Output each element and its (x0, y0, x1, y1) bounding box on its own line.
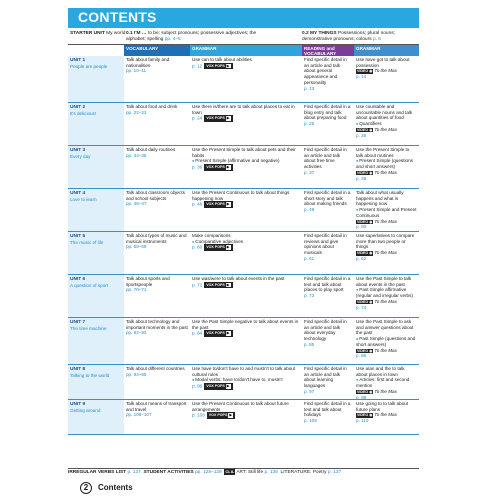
vocabulary-cell (124, 401, 190, 418)
grammar2-text: Use going to to talk about future plans (356, 401, 409, 412)
vocabulary-cell (124, 57, 190, 74)
unit-theme: A question of sport (70, 282, 109, 288)
grammar1-point: ● Present Simple (affirmative and negative) (192, 158, 300, 164)
vocabulary-pages: pp. 94–95 (126, 371, 147, 377)
camera-icon: ◉ (369, 299, 373, 304)
unit-number: UNIT 4 (70, 191, 86, 196)
grammar2-cell (354, 104, 419, 138)
art-page: p. 136 (264, 470, 278, 475)
vocabulary-text: Talk about family and nationalities (126, 57, 170, 68)
starter-unit-row (68, 30, 419, 45)
reading-text: Find specific detail in a blog entry and talk about preparing food (304, 104, 351, 121)
reading-text: Find specific detail in an article and talk about learning languages (304, 366, 347, 389)
play-icon: ▶ (226, 63, 230, 68)
vocabulary-pages: pp. 22–23 (126, 109, 147, 115)
reading-cell (302, 366, 354, 395)
reading-cell (302, 233, 354, 262)
irregular-verbs-link[interactable]: IRREGULAR VERBS LIST (68, 470, 127, 475)
video-badge[interactable]: VIDEO ◉ (357, 170, 373, 175)
vocabulary-cell (124, 190, 190, 207)
play-icon: ▶ (226, 116, 230, 121)
vocabulary-header: VOCABULARY (124, 45, 190, 56)
starter-col3-code: 0.2 MY THINGS (302, 31, 337, 36)
reading-text: Find specific detail in a text and talk about places to play sport (304, 276, 351, 293)
grammar2-point: ● Articles: first and second mention (356, 377, 417, 388)
to-the-max-label: To the Max (374, 298, 397, 304)
unit-row (68, 56, 419, 103)
grammar-cell (190, 104, 302, 122)
unit-number: UNIT 5 (70, 234, 86, 239)
vocabulary-text: Talk about classroom objects and school subjects (126, 190, 185, 201)
grammar-page: p. 24 (192, 115, 203, 121)
grammar-cell (190, 366, 302, 390)
grammar2-text: Use the Present Simple to talk about routines (356, 147, 410, 158)
grammar2-cell (354, 319, 419, 359)
vox-pops-badge[interactable]: VOX POPS ▶ (204, 282, 232, 288)
grammar-text: Make comparisons (192, 233, 231, 238)
grammar2-point: ● Past Simple affirmative (regular and irregular verbs) (356, 287, 417, 298)
grammar-cell (190, 401, 302, 419)
vocabulary-cell (124, 276, 190, 293)
vox-pops-badge[interactable]: VOX POPS ▶ (207, 412, 235, 418)
vocabulary-text: Talk about types of music and musical instruments (126, 233, 187, 244)
grammar2-page: p. 38 (356, 175, 367, 181)
grammar-page: p. 96 (192, 383, 203, 389)
vocabulary-text: Talk about daily routines (126, 147, 176, 152)
unit-row (68, 318, 419, 365)
video-badge[interactable]: VIDEO ◉ (357, 219, 373, 224)
vocabulary-text: Talk about sports and sportspeople (126, 276, 170, 287)
grammar2-point: ● Present Simple (questions and short answers) (356, 158, 417, 169)
art-link[interactable]: ART: Still life (236, 470, 264, 475)
play-icon: ▶ (226, 165, 230, 170)
unit-number: UNIT 9 (70, 402, 86, 407)
grammar2-cell (354, 276, 419, 310)
starter-col3-text: Possessions; plural nouns; demonstrative pronouns; colours (302, 31, 395, 42)
unit-rows (68, 56, 419, 435)
to-the-max-label: To the Max (374, 250, 397, 256)
video-badge[interactable]: VIDEO ◉ (357, 413, 373, 418)
grammar2-cell (354, 57, 419, 80)
grammar-header: GRAMMAR (190, 45, 302, 56)
play-icon: ▶ (229, 413, 233, 418)
grammar-text: Use can to talk about abilities (192, 57, 252, 62)
unit-row (68, 400, 419, 435)
grammar2-page: p. 62 (356, 255, 367, 261)
grammar-cell (190, 57, 302, 69)
camera-icon: ◉ (369, 251, 373, 256)
grammar-page: p. 48 (192, 201, 203, 207)
unit-theme: Love to learn (70, 196, 97, 202)
vocabulary-text: Talk about food and drink (126, 104, 178, 109)
grammar2-header: GRAMMAR (354, 45, 419, 56)
grammar2-page: p. 110 (356, 418, 369, 424)
vox-pops-badge[interactable]: VOX POPS ▶ (204, 115, 232, 121)
unit-theme: It's delicious! (70, 110, 97, 116)
unit-label-cell[interactable] (68, 56, 124, 102)
video-badge[interactable]: VIDEO ◉ (357, 299, 373, 304)
vocabulary-pages: pp. 46–47 (126, 201, 147, 207)
grammar-text: Use the Past Simple negative to talk about events in the past (192, 319, 299, 330)
unit-label-cell[interactable] (68, 189, 124, 231)
unit-row (68, 103, 419, 146)
unit-theme: Talking to the world (70, 372, 110, 378)
grammar-text: Use the Present Continuous to talk about things happening now (192, 190, 290, 201)
unit-label-cell[interactable] (68, 232, 124, 274)
grammar1-point: ● Modal verbs: have to/don't have to, mustn't (192, 377, 300, 383)
video-badge[interactable]: VIDEO ◉ (357, 389, 373, 394)
column-headers (68, 45, 419, 56)
play-icon: ▶ (226, 384, 230, 389)
reading-cell (302, 276, 354, 299)
unit-theme: Every day (70, 153, 91, 159)
unit-row (68, 275, 419, 318)
reading-text: Find specific detail in reviews and give opinions about musicals (304, 233, 347, 256)
starter-col2-text: to be; subject pronouns; possessive adjectives; the alphabet; spelling (126, 31, 257, 42)
reading-page: p. 97 (304, 388, 315, 394)
vocabulary-cell (124, 147, 190, 158)
unit-label-cell[interactable] (68, 318, 124, 364)
page-title: CONTENTS (78, 9, 157, 25)
grammar2-page: p. 98 (356, 394, 367, 400)
vox-pops-badge[interactable]: VOX POPS ▶ (204, 383, 232, 389)
grammar-text: Use the Present Simple to talk about pets and their habits (192, 147, 296, 158)
vox-pops-badge[interactable]: VOX POPS ▶ (204, 164, 232, 170)
vox-pops-badge[interactable]: VOX POPS ▶ (204, 63, 232, 69)
starter-col2-code: 0.1 I'M … (126, 31, 147, 36)
camera-icon: ◉ (369, 389, 373, 394)
to-the-max-label: To the Max (374, 388, 397, 394)
vocabulary-pages: pp. 106–107 (126, 412, 152, 418)
grammar2-cell (354, 147, 419, 181)
grammar-cell (190, 233, 302, 251)
vocabulary-pages: pp. 82–83 (126, 330, 147, 336)
unit-label-cell[interactable] (68, 365, 124, 399)
camera-icon: ◉ (369, 127, 373, 132)
page-header (68, 8, 419, 28)
page-label: Contents (98, 483, 133, 492)
reading-text: Find specific detail in a text and talk about holidays (304, 401, 351, 418)
vocabulary-cell (124, 366, 190, 377)
video-badge[interactable]: VIDEO ◉ (357, 251, 373, 256)
grammar-page: p. 36 (192, 164, 203, 170)
grammar2-page: p. 26 (356, 132, 367, 138)
unit-number: UNIT 8 (70, 367, 86, 372)
reading-header: READING and VOCABULARY (302, 45, 354, 56)
grammar-cell (190, 147, 302, 171)
unit-number: UNIT 6 (70, 277, 86, 282)
unit-row (68, 189, 419, 232)
clil-badge: CLIL (225, 469, 235, 474)
vox-pops-badge[interactable]: VOX POPS ▶ (204, 330, 232, 336)
grammar2-point: ● Present Simple and Present Continuous (356, 207, 417, 218)
vocabulary-cell (124, 319, 190, 336)
grammar2-cell (354, 190, 419, 230)
to-the-max-label: To the Max (374, 218, 397, 224)
vocabulary-cell (124, 233, 190, 250)
to-the-max-label: To the Max (374, 68, 397, 74)
reading-cell (302, 104, 354, 127)
unit-number: UNIT 3 (70, 148, 86, 153)
grammar2-text: Use the Past Simple to talk about events in the past (356, 276, 412, 287)
grammar2-page: p. 14 (356, 74, 367, 80)
unit-row (68, 146, 419, 189)
play-icon: ▶ (226, 282, 230, 287)
starter-col3-pages: p. 6 (372, 36, 381, 42)
reading-cell (302, 401, 354, 424)
grammar-page: p. 12 (192, 63, 203, 69)
play-icon: ▶ (226, 245, 230, 250)
grammar2-text: Use the Past Simple to ask and answer questions about the past (356, 319, 414, 336)
unit-theme: The time machine (70, 325, 107, 331)
reading-text: Find specific detail in a short story and talk about making friends (304, 190, 351, 207)
camera-icon: ◉ (369, 348, 373, 353)
grammar1-point: ● Comparative adjectives (192, 239, 300, 245)
camera-icon: ◉ (369, 413, 373, 418)
reading-cell (302, 57, 354, 91)
grammar-text: Use have to/don't have to and mustn't to talk about cultural rules (192, 366, 296, 377)
grammar2-cell (354, 233, 419, 262)
grammar2-text: Use have got to talk about possession (356, 57, 410, 68)
grammar2-page: p. 74 (356, 304, 367, 310)
reading-page: p. 85 (304, 341, 315, 347)
unit-number: UNIT 2 (70, 105, 86, 110)
reading-page: p. 49 (304, 207, 315, 213)
grammar-cell (190, 276, 302, 288)
student-activities-link[interactable]: STUDENT ACTIVITIES (143, 470, 194, 475)
unit-theme: The music of life (70, 239, 104, 245)
to-the-max-label: To the Max (374, 126, 397, 132)
literature-link[interactable]: LITERATURE: Poetry (280, 470, 327, 475)
unit-row (68, 365, 419, 400)
starter-label: STARTER UNIT (70, 31, 105, 36)
grammar-text: Use there is/there are to talk about places to eat in town (192, 104, 295, 115)
vocabulary-pages: pp. 34–35 (126, 152, 147, 158)
grammar-cell (190, 190, 302, 208)
vocabulary-text: Talk about technology and important moments in the past (126, 319, 188, 330)
to-the-max-label: To the Max (374, 169, 397, 175)
page-number: 2 (80, 482, 92, 494)
vocabulary-text: Talk about different countries (126, 366, 185, 371)
reading-cell (302, 319, 354, 348)
grammar-cell (190, 319, 302, 337)
grammar-page: p. 108 (192, 412, 205, 418)
grammar-page: p. 84 (192, 330, 203, 336)
vox-pops-badge[interactable]: VOX POPS ▶ (204, 244, 232, 250)
camera-icon: ◉ (369, 219, 373, 224)
grammar-text: Use was/were to talk about events in the past (192, 276, 285, 281)
unit-row (68, 232, 419, 275)
reading-text: Find specific detail in an article and talk about everyday technology (304, 319, 347, 342)
grammar2-point: ● Past Simple (questions and short answers) (356, 336, 417, 347)
vocabulary-pages: pp. 58–59 (126, 244, 147, 250)
unit-label-cell[interactable] (68, 103, 124, 145)
footer-links (68, 468, 419, 477)
grammar-page: p. 60 (192, 244, 203, 250)
literature-page: p. 137 (327, 470, 342, 475)
grammar2-cell (354, 366, 419, 400)
camera-icon: ◉ (369, 69, 373, 74)
unit-label-cell[interactable] (68, 275, 124, 317)
reading-cell (302, 190, 354, 213)
vocabulary-pages: pp. 10–11 (126, 68, 147, 74)
grammar2-text: Talk about what usually happens and what is happening now (356, 190, 404, 207)
irregular-verbs-page: p. 127 (127, 470, 141, 475)
unit-number: UNIT 1 (70, 58, 86, 63)
camera-icon: ◉ (369, 170, 373, 175)
video-badge[interactable]: VIDEO ◉ (357, 127, 373, 132)
to-the-max-label: To the Max (374, 347, 397, 353)
contents-table (68, 30, 419, 435)
starter-col2-pages: pp. 4–5 (164, 36, 181, 42)
student-activities-pages: pp. 128–129 (195, 470, 222, 475)
vocabulary-pages: pp. 70–71 (126, 287, 147, 293)
unit-theme: Getting around (70, 407, 101, 413)
grammar2-text: Use superlatives to compare more than two people or things (356, 233, 415, 250)
grammar-page: p. 72 (192, 282, 203, 288)
vox-pops-badge[interactable]: VOX POPS ▶ (204, 201, 232, 207)
reading-page: p. 73 (304, 293, 315, 299)
reading-page: p. 13 (304, 85, 315, 91)
video-badge[interactable]: VIDEO ◉ (357, 69, 373, 74)
grammar2-text: Use a/an and the to talk about places in town (356, 366, 405, 377)
unit-label-cell[interactable] (68, 146, 124, 188)
reading-page: p. 61 (304, 255, 315, 261)
vocabulary-cell (124, 104, 190, 115)
unit-label-cell[interactable] (68, 400, 124, 434)
grammar2-text: Use countable and uncountable nouns and talk about quantities of food (356, 104, 413, 121)
reading-page: p. 25 (304, 121, 315, 127)
unit-number: UNIT 7 (70, 320, 86, 325)
grammar2-cell (354, 401, 419, 424)
play-icon: ▶ (226, 331, 230, 336)
grammar2-page: p. 86 (356, 353, 367, 359)
reading-page: p. 37 (304, 169, 315, 175)
to-the-max-label: To the Max (374, 412, 397, 418)
video-badge[interactable]: VIDEO ◉ (357, 348, 373, 353)
grammar2-point: ● Quantifiers (356, 121, 417, 127)
play-icon: ▶ (226, 202, 230, 207)
grammar-text: Use the Present Continuous to talk about future arrangements (192, 401, 289, 412)
reading-page: p. 109 (304, 418, 317, 424)
reading-cell (302, 147, 354, 176)
vocabulary-text: Talk about means of transport and travel (126, 401, 187, 412)
reading-text: Find specific detail in an article and talk about free time activities (304, 147, 347, 170)
reading-text: Find specific detail in an article and talk about general appearance and personality (304, 57, 347, 85)
unit-theme: People are people (70, 63, 108, 69)
grammar2-page: p. 50 (356, 224, 367, 230)
starter-theme: My world (106, 31, 126, 36)
